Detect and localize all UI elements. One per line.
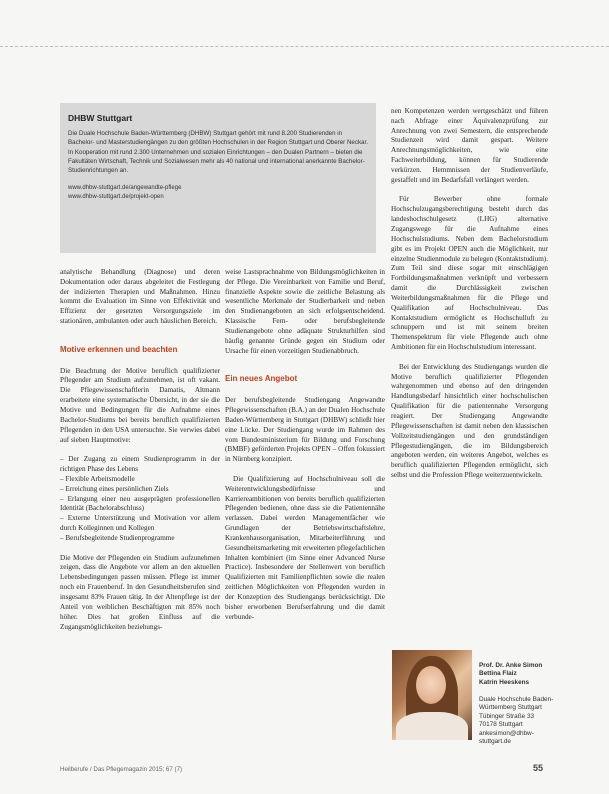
col2-paragraph-1: weise Lastsprachnahme von Bildungsmöglichkeiten in der Pflege. Die Vereinbarkeit von Familie und Beruf, finanzielle Aspekte sowie die zeitliche Belastung als wesentliche Merkmale der Studierbarkeit und neben den Studienangeboten an sich erfolgsentscheidend. Klassische Fern- oder berufsbegleitende Studienangebote ohne adäquate Strukturhilfen sind häufig genannte Gründe gegen ein Studium oder Ursache für einen vorzeitigen Studienabbruch.: [225, 267, 385, 355]
info-box-body: Die Duale Hochschule Baden-Württemberg (DHBW) Stuttgart gehört mit rund 8.200 Studierenden in Bachelor- und Masterstudiengängen zu den größten Hochschulen in der Region Stuttgart und Oberer Neckar. In Kooperation mit rund 2.300 Unternehmen und sozialen Einrichtungen – den Dualen Partnern – bieten die Fakultäten Wirtschaft, Technik und Sozialwesen mehr als 40 national und international anerkannte Bachelor-Studienrichtungen an.: [68, 130, 368, 175]
author-names: Prof. Dr. Anke Simon Bettina Flaiz Katrin Heeskens: [479, 661, 543, 686]
author-address: Duale Hochschule Baden-Württemberg Stuttgart Tübinger Straße 33 70178 Stuttgart ankesimon@dhbw-stuttgart.de: [479, 695, 554, 745]
list-item: – Flexible Arbeitsmodelle: [60, 474, 135, 483]
author-photo: [392, 650, 472, 740]
list-item: – Berufsbegleitende Studienprogramme: [60, 533, 175, 542]
info-box-links: [68, 184, 368, 201]
list-item: – Erreichung eines persönlichen Ziels: [60, 484, 169, 493]
heading-motive: Motive erkennen und beachten: [60, 344, 178, 354]
author-photo-shoulders: [396, 712, 468, 740]
col3-paragraph-2: Für Bewerber ohne formale Hochschulzugangsberechtigung besteht durch das landeshochschulgesetz (LHG) alternative Zugangswege für die Aufnahme eines Hochschulstudiums. Neben dem Bachelorstudium gibt es im Projekt OPEN auch die Möglichkeit, nur einzelne Studienmodule zu belegen (Kontaktstudium). Zum Teil sind diese sogar mit einschlägigen Fortbildungsmaßnahmen verknüpft und verbessern damit die Durchlässigkeit zwischen Weiterbildungsmaßnahmen für die Pflege und Qualifikation auf Hochschulniveau. Das Kontaktstudium ermöglicht es Hochschulluft zu schnuppern und ist mit seinem breiten Themenspektrum für viele Pflegende auch ohne Ambitionen für ein Hochschulstudium interessant.: [391, 195, 548, 352]
info-link-1[interactable]: www.dhbw-stuttgart.de/angewandte-pflege: [68, 185, 182, 192]
col2-paragraph-2: Der berufsbegleitende Studiengang Angewandte Pflegewissenschaften (B.A.) an der Dualen Hochschule Baden-Württemberg in Stuttgart (DHBW) schließt hier eine Lücke. Der Studiengang wurde im Rahmen des vom Bundesministerium für Bildung und Forschung (BMBF) geförderten Projekts OPEN – Offen fokussiert in Nürnberg konzipiert.: [225, 396, 385, 464]
article-column-2: [225, 258, 385, 763]
page-number: 55: [533, 763, 544, 773]
page-top-rule: [0, 46, 609, 47]
col3-paragraph-3: Bei der Entwicklung des Studiengangs wurden die Motive beruflich qualifizierter Pflegenden wahrgenommen und ebenso auf den dringenden Handlungsbedarf hinsichtlich einer hochschulischen Qualifikation für die patientennahe Versorgung reagiert. Der Studiengang Angewandte Pflegewissenschaften ist damit neben den klassischen Vollzeitstudiengängen und den grundständigen Pflegestudiengängen, die im Bildungsbereich angeboten werden, ein weiteres Angebot, welches es beruflich qualifizierten Pflegenden ermöglicht, sich selbst und die Profession Pflege weiterzuentwickeln.: [391, 362, 548, 480]
author-info: [479, 653, 554, 755]
col1-paragraph-3: Die Motive der Pflegenden ein Studium aufzunehmen zeigen, dass die Angebote vor allem an den aktuellen Lebensbedingungen passen müssen. Pflege ist immer noch ein Frauenberuf. In den Gesundheitsberufen sind insgesamt 83% Frauen tätig. In der Altenpflege ist der Anteil von weiblichen Beschäftigten mit 85% noch höher. Dies hat großen Einfluss auf die Zugangsmöglichkeiten beziehungs-: [60, 553, 220, 631]
footer-journal: Heilberufe / Das Pflegemagazin 2015; 67 (7): [60, 766, 183, 773]
info-box-title: DHBW Stuttgart: [68, 113, 133, 123]
col3-paragraph-1: nen Kompetenzen werden wertgeschätzt und führen nach Abfrage einer Äquivalenzprüfung zur Anrechnung von zwei Semestern, die entsprechende Studienzeit wird damit gespart. Weitere Anrechnungsmöglichkeiten, wie eine Fachweiterbildung, können für Studierende verkürzen. Hemmnissen der Studienverläufe, gestaffelt und im Bedarfsfall verlängert werden.: [391, 106, 548, 184]
info-box-dhbw: [60, 103, 376, 253]
author-photo-face: [416, 666, 446, 704]
list-item: – Externe Unterstützung und Motivation vor allem durch Kolleginnen und Kollegen: [60, 514, 221, 533]
heading-neues-angebot: Ein neues Angebot: [225, 374, 298, 384]
col2-paragraph-3: Die Qualifizierung auf Hochschulniveau soll die Weiterentwicklungsbedürfnisse und Karriereambitionen von bereits beruflich qualifizierten Pflegenden bedienen, ohne dass sie die Patientennähe verlassen. Dabei werden Managementfächer wie Grundlagen der Betriebswirtschaftslehre, Krankenhausorganisation, Mitarbeiterführung und Gesundheitsmarketing mit erweiterten pflegefachlichen Inhalten kombiniert (im Sinne einer Advanced Nurse Practice). Insbesondere der Stellenwert von beruflich Qualifizierten mit Familienpflichten sowie die realen zeitlichen Möglichkeiten von Pflegenden wurden in der Konzeption des Studiengangs berücksichtigt. Die bisher erworbenen Berufserfahrung und die damit verbunde-: [225, 474, 385, 621]
list-item: – Erlangung einer neu ausgeprägten professionellen Identität (Bachelorabschluss): [60, 494, 221, 513]
article-column-3: [391, 97, 548, 607]
col1-paragraph-1: analytische Behandlung (Diagnose) und deren Dokumentation oder daraus abgeleitet die Festlegung der indizierten Therapien und Maßnahmen. Hinzu kommt die Evaluation im Sinne von Effektivität und Effizienz der gesetzten Versorgungsziele im stationären, ambulanten oder auch häuslichen Bereich.: [60, 267, 220, 326]
motive-list: [60, 455, 220, 544]
article-column-1: [60, 258, 220, 763]
info-link-2[interactable]: www.dhbw-stuttgart.de/projekt-open: [68, 194, 164, 201]
list-item: – Der Zugang zu einem Studienprogramm in der richtigen Phase des Lebens: [60, 455, 221, 474]
col1-paragraph-2: Die Beachtung der Motive beruflich qualifizierter Pflegender am Studium aufzunehmen, ist oft vakant. Die Pflegewissenschaftlerin Damatis, Altmann erarbeitete eine systematische Übersicht, in der sie die Motive und Bedingungen für die Aufnahme eines Bachelor-Studiums bei bereits beruflich qualifizierten Pflegenden in den USA untersuchte. Sie verwies dabei auf sieben Hauptmotive:: [60, 366, 220, 444]
